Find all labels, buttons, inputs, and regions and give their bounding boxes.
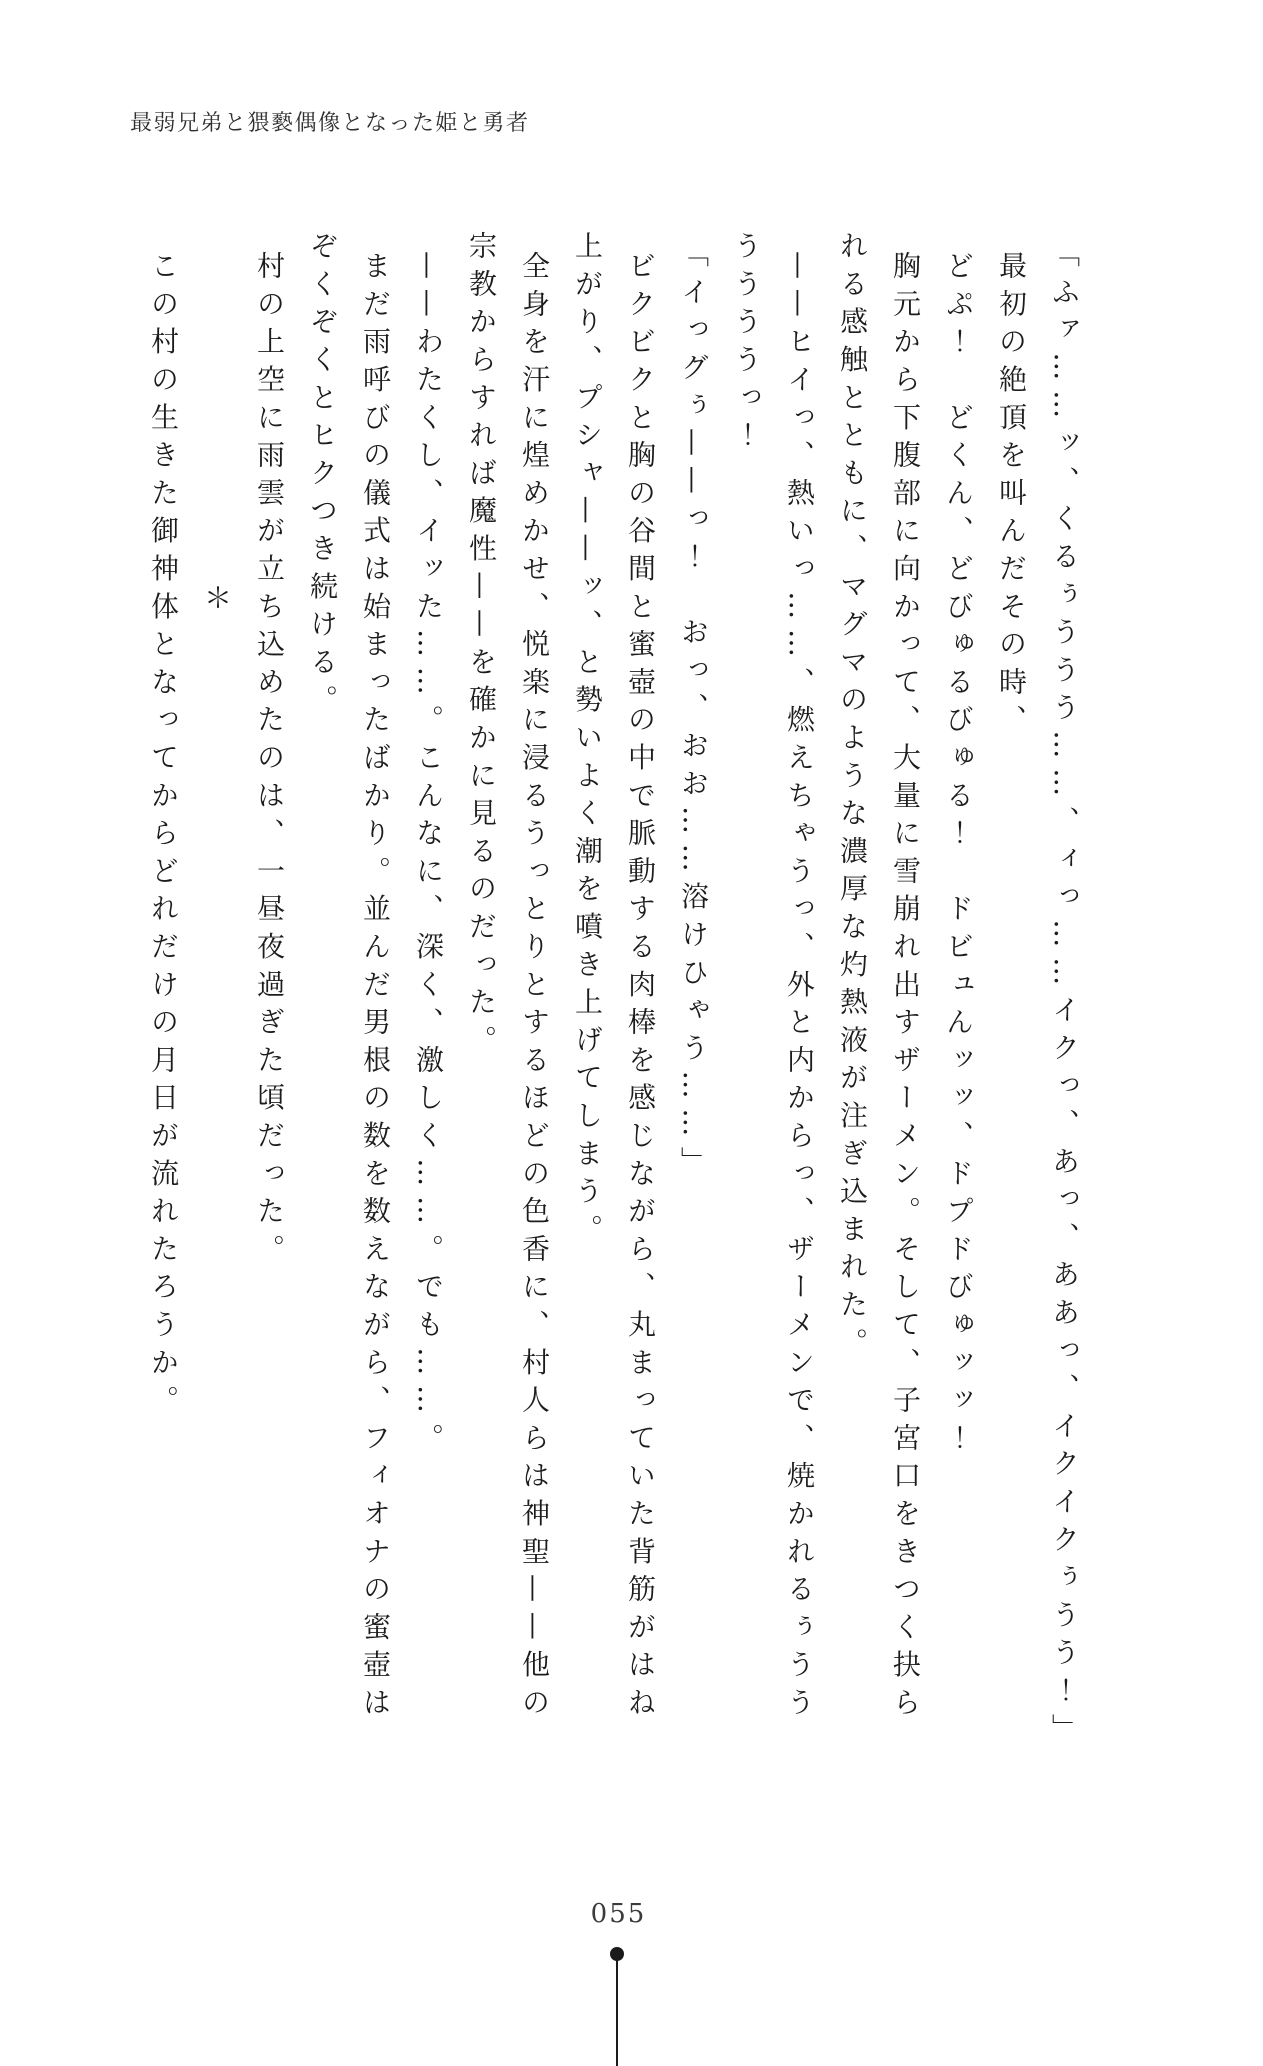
text-line-13: ——わたくし、イッた……。こんなに、深く、激しく……。でも……。	[412, 250, 445, 1461]
text-line-12: 宗教からすれば魔性——を確かに見るのだった。	[465, 231, 498, 1063]
text-line-6: ——ヒイっ、熱いっ……、燃えちゃうっ、外と内からっ、ザーメンで、焼かれるぅうう	[783, 250, 816, 1725]
text-line-3: どぷ！ どくん、どびゅるびゅる！ ドビュんッッ、ドプドびゅッッ！	[942, 250, 975, 1461]
text-line-5: れる感触とともに、マグマのような濃厚な灼熱液が注ぎ込まれた。	[836, 231, 869, 1365]
footer-dot-ornament	[610, 1947, 624, 1961]
section-break-asterisk: ＊	[200, 583, 233, 621]
text-line-10: 上がり、プシャ——ッ、と勢いよく潮を噴き上げてしまう。	[571, 231, 604, 1252]
text-line-18: この村の生きた御神体となってからどれだけの月日が流れたろうか。	[147, 250, 180, 1423]
text-line-9: ビクビクと胸の谷間と蜜壺の中で脈動する肉棒を感じながら、丸まっていた背筋がはね	[624, 250, 657, 1725]
text-line-1: 「ふァ……ッ、くるぅううう……、ィっ……イクっ、あっ、ああっ、イクイクぅうう！」	[1048, 239, 1081, 1752]
text-line-2: 最初の絶頂を叫んだその時、	[995, 250, 1028, 742]
text-line-4: 胸元から下腹部に向かって、大量に雪崩れ出すザーメン。そして、子宮口をきつく抉ら	[889, 250, 922, 1725]
text-line-14: まだ雨呼びの儀式は始まったばかり。並んだ男根の数を数えながら、フィオナの蜜壺は	[359, 250, 392, 1725]
text-line-8: 「イっグぅ——っ！ おっ、おお……溶けひゃう……」	[677, 239, 710, 1185]
running-header-title: 最弱兄弟と猥褻偶像となった姫と勇者	[130, 111, 530, 136]
text-line-7: ううううっ！	[730, 231, 763, 458]
page-number: 055	[590, 1899, 647, 1929]
text-line-16: 村の上空に雨雲が立ち込めたのは、一昼夜過ぎた頃だった。	[253, 250, 286, 1272]
vertical-text-block	[137, 231, 1091, 1811]
footer-stem-ornament	[616, 1960, 618, 2066]
text-line-11: 全身を汗に煌めかせ、悦楽に浸るうっとりとするほどの色香に、村人らは神聖——他の	[518, 250, 551, 1725]
text-line-15: ぞくぞくとヒクつき続ける。	[306, 231, 339, 723]
